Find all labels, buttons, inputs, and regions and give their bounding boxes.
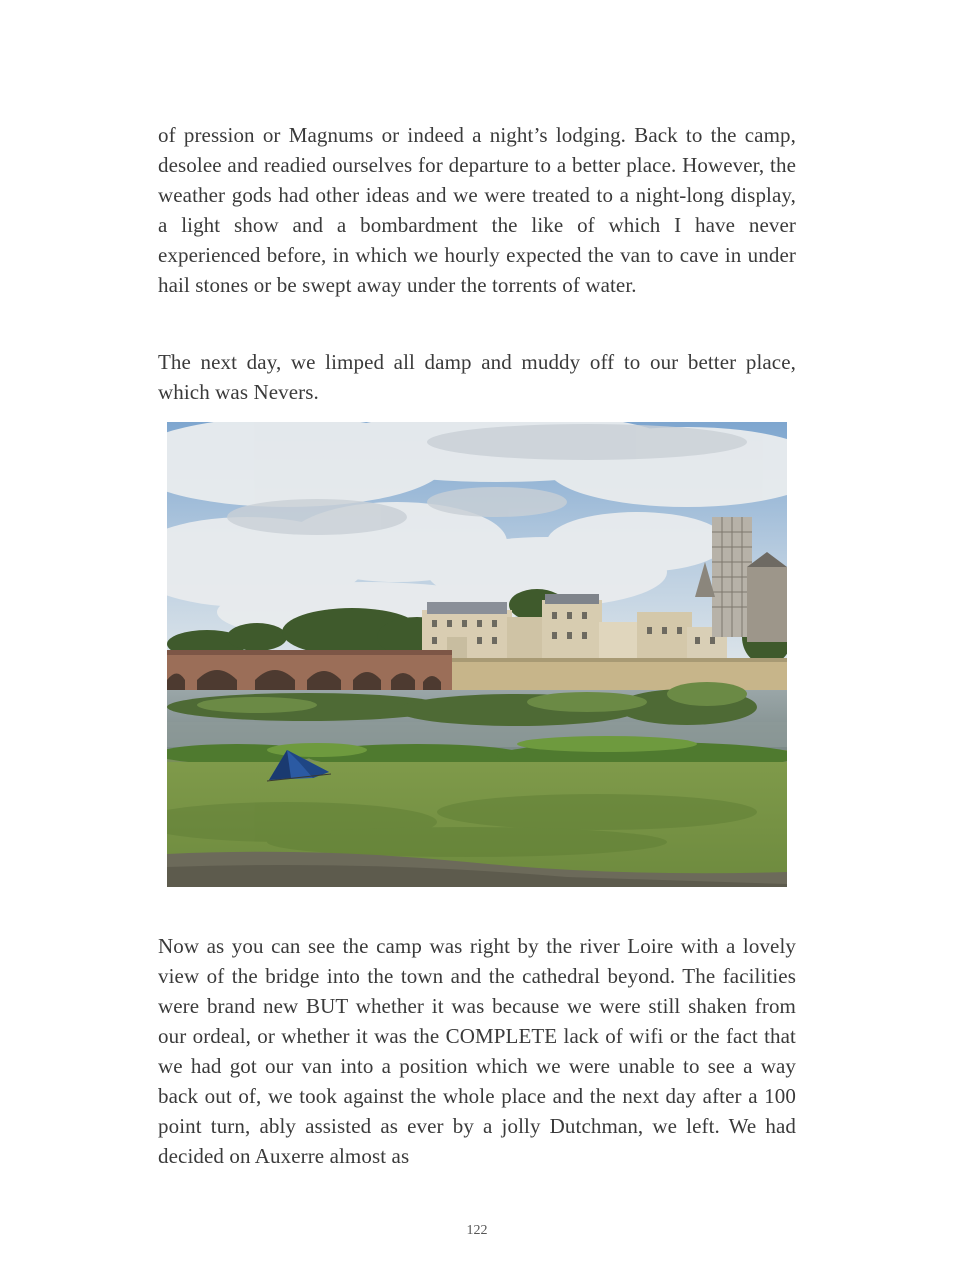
body-paragraph: The next day, we limped all damp and muddy off to our better place, which was Nevers.: [158, 350, 796, 404]
photo-camp-by-loire-river: [167, 422, 787, 887]
body-paragraph: of pression or Magnums or indeed a night’s lodging. Back to the camp, desolee and readied ourselves for departure to a better place. However, the weather gods had other ideas and we were treated to a night-long display, a light show and a bombardment the like of which I have never experienced before, in which we hourly expected the van to cave in under hail stones or be swept away under the torrents of water.: [158, 123, 796, 297]
body-paragraph: Now as you can see the camp was right by the river Loire with a lovely view of the bridge into the town and the cathedral beyond. The facilities were brand new BUT whether it was because we were still shaken from our ordeal, or whether it was the COMPLETE lack of wifi or the fact that we had got our van into a position which we were unable to see a way back out of, we took against the whole place and the next day after a 100 point turn, ably assisted as ever by a jolly Dutchman, we left. We had decided on Auxerre almost as: [158, 934, 796, 1168]
page-number: 122: [466, 1223, 488, 1238]
